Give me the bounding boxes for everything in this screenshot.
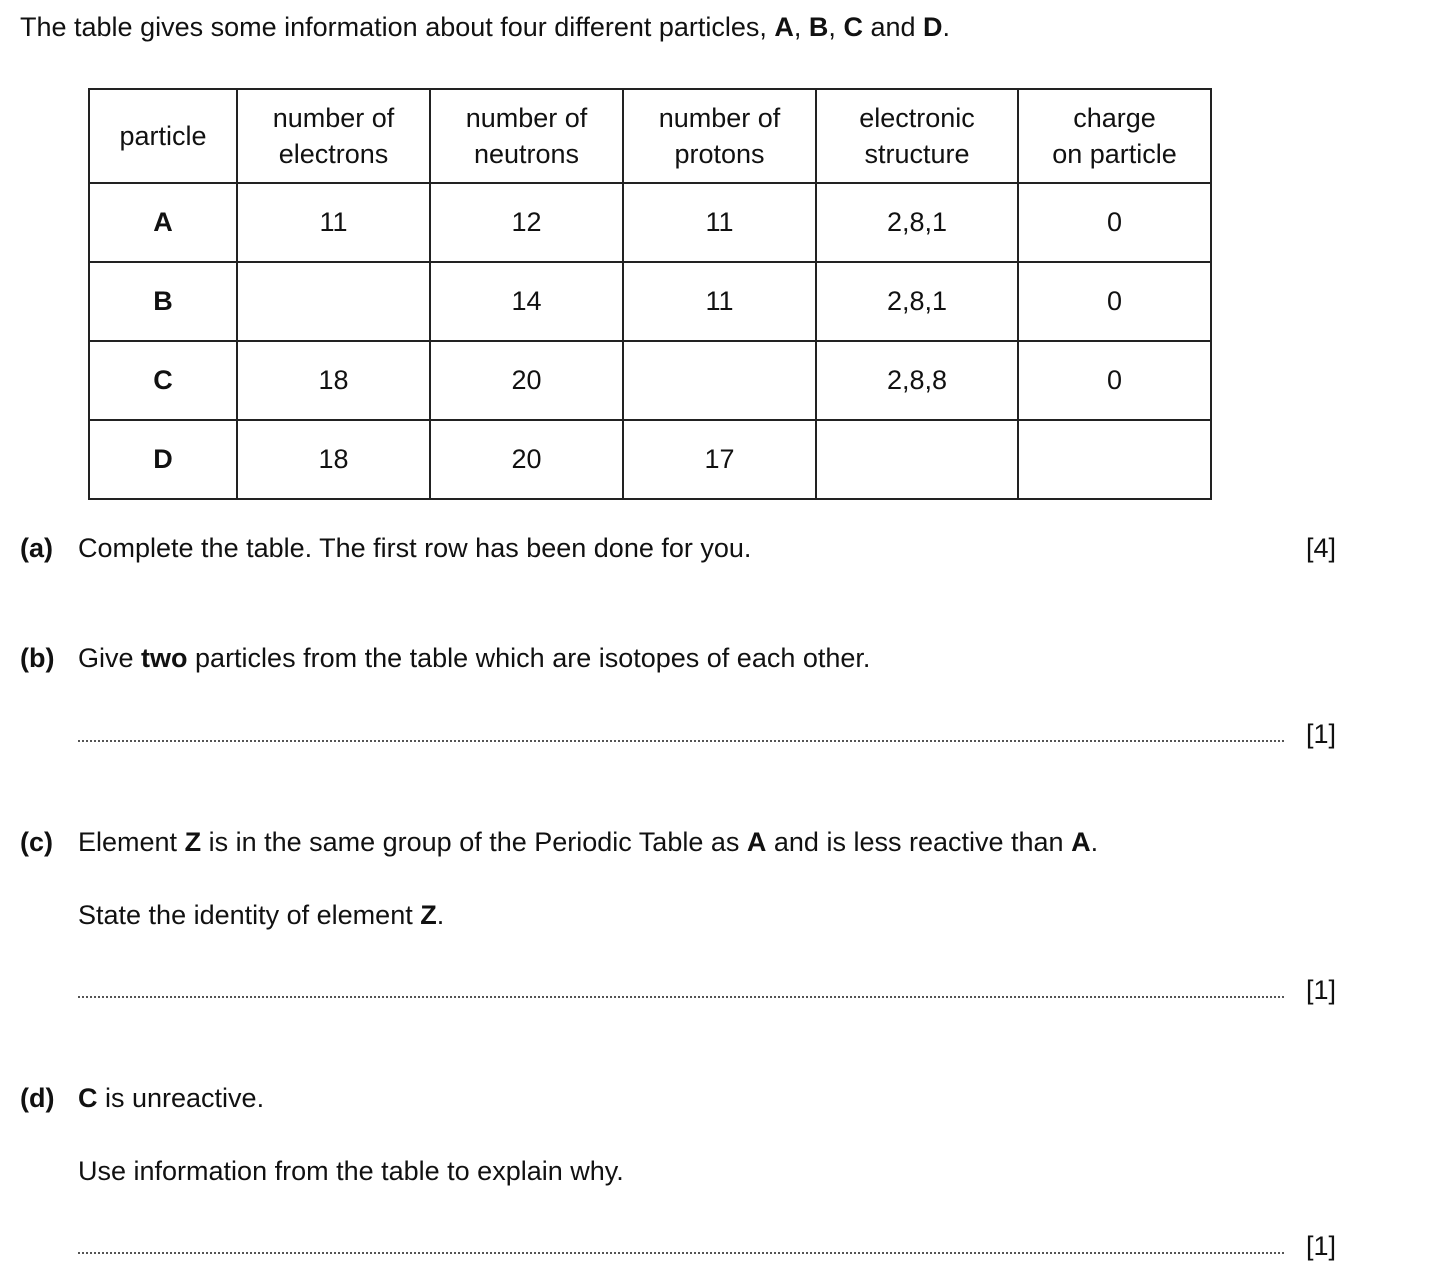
question-label: (c) bbox=[20, 827, 53, 857]
question-text: C is unreactive. bbox=[78, 1083, 265, 1113]
answer-line-d[interactable] bbox=[78, 1252, 1284, 1254]
neutrons-cell: 20 bbox=[430, 341, 623, 420]
question-label: (b) bbox=[20, 643, 55, 673]
neutrons-cell: 14 bbox=[430, 262, 623, 341]
table-row bbox=[89, 420, 1211, 499]
neutrons-cell: 20 bbox=[430, 420, 623, 499]
marks-label: [4] bbox=[1306, 533, 1337, 563]
question-text: Complete the table. The first row has been done for you. bbox=[78, 533, 752, 563]
header-charge: charge on particle bbox=[1018, 89, 1211, 183]
header-protons: number of protons bbox=[623, 89, 816, 183]
protons-cell: 11 bbox=[623, 183, 816, 262]
electrons-cell: 18 bbox=[237, 341, 430, 420]
question-label: (d) bbox=[20, 1083, 55, 1113]
charge-cell: 0 bbox=[1018, 341, 1211, 420]
table-row bbox=[89, 262, 1211, 341]
structure-cell: 2,8,1 bbox=[816, 262, 1018, 341]
protons-cell: 17 bbox=[623, 420, 816, 499]
answer-line-c[interactable] bbox=[78, 996, 1284, 998]
question-text: Use information from the table to explain why. bbox=[78, 1156, 624, 1186]
particle-cell: A bbox=[89, 183, 237, 262]
neutrons-cell: 12 bbox=[430, 183, 623, 262]
electrons-cell[interactable] bbox=[237, 262, 430, 341]
answer-line-b[interactable] bbox=[78, 740, 1284, 742]
question-text: Give two particles from the table which are isotopes of each other. bbox=[78, 643, 871, 673]
charge-cell: 0 bbox=[1018, 183, 1211, 262]
header-neutrons: number of neutrons bbox=[430, 89, 623, 183]
particles-table bbox=[88, 88, 1212, 500]
electrons-cell: 18 bbox=[237, 420, 430, 499]
charge-cell: 0 bbox=[1018, 262, 1211, 341]
charge-cell[interactable] bbox=[1018, 420, 1211, 499]
header-electrons: number of electrons bbox=[237, 89, 430, 183]
electrons-cell: 11 bbox=[237, 183, 430, 262]
structure-cell[interactable] bbox=[816, 420, 1018, 499]
marks-label: [1] bbox=[1306, 1231, 1337, 1261]
particle-cell: C bbox=[89, 341, 237, 420]
header-electronic-structure: electronic structure bbox=[816, 89, 1018, 183]
particle-cell: D bbox=[89, 420, 237, 499]
structure-cell: 2,8,8 bbox=[816, 341, 1018, 420]
table-row bbox=[89, 183, 1211, 262]
question-label: (a) bbox=[20, 533, 53, 563]
question-text: State the identity of element Z. bbox=[78, 900, 445, 930]
question-text: Element Z is in the same group of the Periodic Table as A and is less reactive than A. bbox=[78, 827, 1099, 857]
protons-cell: 11 bbox=[623, 262, 816, 341]
intro-text: The table gives some information about four different particles, A, B, C and D. bbox=[20, 12, 951, 42]
marks-label: [1] bbox=[1306, 975, 1337, 1005]
structure-cell: 2,8,1 bbox=[816, 183, 1018, 262]
table-row bbox=[89, 341, 1211, 420]
marks-label: [1] bbox=[1306, 719, 1337, 749]
header-particle: particle bbox=[89, 89, 237, 183]
particle-cell: B bbox=[89, 262, 237, 341]
protons-cell[interactable] bbox=[623, 341, 816, 420]
table-header-row bbox=[89, 89, 1211, 183]
